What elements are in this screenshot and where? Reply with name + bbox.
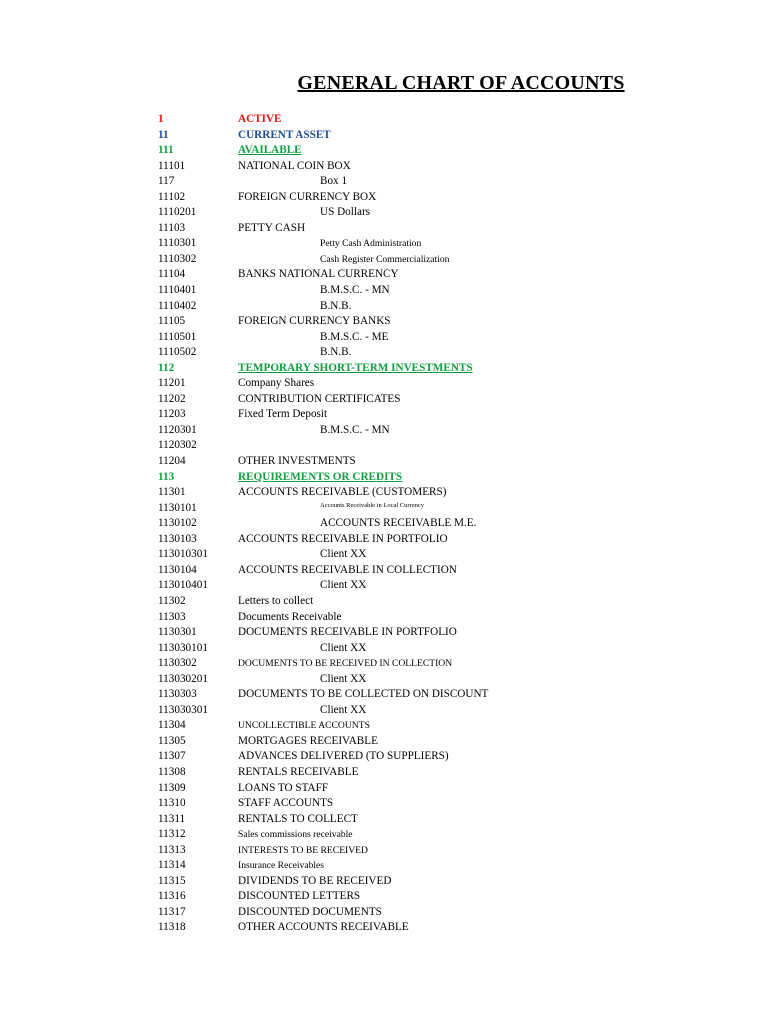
account-code: 11316 bbox=[158, 890, 186, 903]
account-row bbox=[158, 718, 718, 734]
account-name: ACCOUNTS RECEIVABLE IN PORTFOLIO bbox=[238, 532, 448, 545]
account-row bbox=[158, 594, 718, 610]
account-code: 113010401 bbox=[158, 579, 208, 592]
account-code: 113030301 bbox=[158, 703, 208, 716]
account-code: 1110302 bbox=[158, 252, 197, 265]
account-code: 11304 bbox=[158, 719, 186, 732]
account-code: 1130104 bbox=[158, 563, 197, 576]
account-code: 11315 bbox=[158, 874, 186, 887]
account-row bbox=[158, 299, 718, 315]
account-row bbox=[158, 190, 718, 206]
account-row bbox=[158, 423, 718, 439]
account-code: 11301 bbox=[158, 486, 186, 499]
account-name: B.N.B. bbox=[320, 299, 352, 312]
account-code: 1110501 bbox=[158, 330, 197, 343]
account-row bbox=[158, 314, 718, 330]
account-row bbox=[158, 205, 718, 221]
account-row bbox=[158, 345, 718, 361]
account-row bbox=[158, 889, 718, 905]
account-code: 11305 bbox=[158, 734, 186, 747]
account-code: 11308 bbox=[158, 765, 186, 778]
account-code: 1130302 bbox=[158, 657, 197, 670]
account-row bbox=[158, 283, 718, 299]
account-code: 117 bbox=[158, 175, 175, 188]
account-code: 113010301 bbox=[158, 548, 208, 561]
account-name: B.M.S.C. - ME bbox=[320, 330, 389, 343]
account-name: US Dollars bbox=[320, 206, 371, 219]
account-name: UNCOLLECTIBLE ACCOUNTS bbox=[238, 720, 370, 732]
account-code: 11204 bbox=[158, 455, 186, 468]
account-row bbox=[158, 376, 718, 392]
account-code: 11 bbox=[158, 128, 169, 141]
account-code: 11103 bbox=[158, 221, 186, 234]
account-code: 11307 bbox=[158, 750, 186, 763]
account-code: 11312 bbox=[158, 828, 186, 841]
account-code: 11311 bbox=[158, 812, 186, 825]
account-code: 1130303 bbox=[158, 688, 197, 701]
account-code: 1110502 bbox=[158, 346, 197, 359]
account-code: 11101 bbox=[158, 159, 186, 172]
account-name: MORTGAGES RECEIVABLE bbox=[238, 734, 378, 747]
account-row bbox=[158, 485, 718, 501]
account-row bbox=[158, 578, 718, 594]
account-row bbox=[158, 516, 718, 532]
account-code: 11318 bbox=[158, 921, 186, 934]
account-name: Sales commissions receivable bbox=[238, 829, 353, 841]
account-code: 1110301 bbox=[158, 237, 197, 250]
account-row bbox=[158, 143, 718, 159]
account-name: NATIONAL COIN BOX bbox=[238, 159, 351, 172]
account-code: 1130101 bbox=[158, 501, 197, 514]
account-code: 1110401 bbox=[158, 284, 197, 297]
account-code: 11102 bbox=[158, 190, 186, 203]
account-name: ACCOUNTS RECEIVABLE (CUSTOMERS) bbox=[238, 486, 447, 499]
account-row bbox=[158, 236, 718, 252]
account-name: DOCUMENTS TO BE RECEIVED IN COLLECTION bbox=[238, 658, 453, 670]
account-name: REQUIREMENTS OR CREDITS bbox=[238, 470, 403, 483]
account-code: 111 bbox=[158, 144, 174, 157]
account-name: Letters to collect bbox=[238, 594, 314, 607]
account-code: 1130103 bbox=[158, 532, 197, 545]
account-row bbox=[158, 361, 718, 377]
account-name: Fixed Term Deposit bbox=[238, 408, 328, 421]
account-row bbox=[158, 656, 718, 672]
account-row bbox=[158, 112, 718, 128]
account-row bbox=[158, 610, 718, 626]
account-row bbox=[158, 407, 718, 423]
account-code: 113 bbox=[158, 470, 175, 483]
account-code: 112 bbox=[158, 361, 175, 374]
account-name: ACTIVE bbox=[238, 113, 282, 125]
account-name: RENTALS TO COLLECT bbox=[238, 812, 358, 825]
account-row bbox=[158, 221, 718, 237]
account-row bbox=[158, 501, 718, 517]
account-code: 11303 bbox=[158, 610, 186, 623]
account-name: Documents Receivable bbox=[238, 610, 342, 623]
account-row bbox=[158, 905, 718, 921]
account-name: LOANS TO STAFF bbox=[238, 781, 329, 794]
account-code: 11309 bbox=[158, 781, 186, 794]
account-name: Client XX bbox=[320, 548, 367, 561]
account-row bbox=[158, 159, 718, 175]
account-name: Client XX bbox=[320, 579, 367, 592]
account-name: Company Shares bbox=[238, 377, 315, 390]
account-name: Client XX bbox=[320, 703, 367, 716]
account-row bbox=[158, 438, 718, 454]
account-code: 11313 bbox=[158, 843, 186, 856]
account-row bbox=[158, 330, 718, 346]
account-name: FOREIGN CURRENCY BANKS bbox=[238, 315, 391, 328]
account-name: Box 1 bbox=[320, 175, 348, 188]
account-code: 11310 bbox=[158, 797, 186, 810]
account-name: OTHER ACCOUNTS RECEIVABLE bbox=[238, 921, 409, 934]
account-row bbox=[158, 267, 718, 283]
account-row bbox=[158, 827, 718, 843]
account-name: BANKS NATIONAL CURRENCY bbox=[238, 268, 399, 281]
account-row bbox=[158, 703, 718, 719]
account-code: 1 bbox=[158, 113, 164, 125]
account-code: 113030101 bbox=[158, 641, 208, 654]
account-row bbox=[158, 625, 718, 641]
account-row bbox=[158, 858, 718, 874]
account-row bbox=[158, 765, 718, 781]
account-name: AVAILABLE bbox=[238, 144, 302, 157]
account-row bbox=[158, 874, 718, 890]
account-name: Accounts Receivable in Local Currency bbox=[320, 501, 424, 509]
account-row bbox=[158, 843, 718, 859]
account-name: ACCOUNTS RECEIVABLE IN COLLECTION bbox=[238, 563, 457, 576]
accounts-list bbox=[158, 112, 718, 936]
account-code: 1110201 bbox=[158, 206, 197, 219]
account-name: B.M.S.C. - MN bbox=[320, 423, 390, 436]
account-name: CURRENT ASSET bbox=[238, 128, 331, 141]
account-row bbox=[158, 672, 718, 688]
account-row bbox=[158, 749, 718, 765]
account-code: 11302 bbox=[158, 594, 186, 607]
account-code: 113030201 bbox=[158, 672, 208, 685]
account-code: 1110402 bbox=[158, 299, 197, 312]
account-code: 11203 bbox=[158, 408, 186, 421]
account-name: Cash Register Commercialization bbox=[320, 253, 450, 265]
account-code: 1120302 bbox=[158, 439, 197, 452]
account-name: B.M.S.C. - MN bbox=[320, 284, 390, 297]
account-name: STAFF ACCOUNTS bbox=[238, 797, 334, 810]
account-name: DOCUMENTS RECEIVABLE IN PORTFOLIO bbox=[238, 626, 457, 639]
account-code: 11202 bbox=[158, 392, 186, 405]
account-name: INTERESTS TO BE RECEIVED bbox=[238, 844, 368, 856]
account-code: 1120301 bbox=[158, 423, 197, 436]
account-name: Client XX bbox=[320, 672, 367, 685]
page-title: GENERAL CHART OF ACCOUNTS bbox=[297, 72, 625, 94]
account-name: DIVIDENDS TO BE RECEIVED bbox=[238, 874, 392, 887]
account-name: DISCOUNTED DOCUMENTS bbox=[238, 905, 382, 918]
account-code: 1130301 bbox=[158, 626, 197, 639]
account-name: DOCUMENTS TO BE COLLECTED ON DISCOUNT bbox=[238, 688, 489, 701]
account-name: B.N.B. bbox=[320, 346, 352, 359]
account-row bbox=[158, 470, 718, 486]
account-row bbox=[158, 454, 718, 470]
account-name: Petty Cash Administration bbox=[320, 238, 422, 250]
account-row bbox=[158, 174, 718, 190]
account-name: Insurance Receivables bbox=[238, 860, 325, 872]
account-row bbox=[158, 687, 718, 703]
account-name: ACCOUNTS RECEIVABLE M.E. bbox=[320, 517, 477, 530]
account-row bbox=[158, 920, 718, 936]
account-name: OTHER INVESTMENTS bbox=[238, 455, 356, 468]
account-row bbox=[158, 128, 718, 144]
account-code: 11317 bbox=[158, 905, 186, 918]
account-code: 11105 bbox=[158, 315, 186, 328]
account-row bbox=[158, 532, 718, 548]
account-name: FOREIGN CURRENCY BOX bbox=[238, 190, 377, 203]
account-name: TEMPORARY SHORT-TERM INVESTMENTS bbox=[238, 361, 473, 374]
account-row bbox=[158, 796, 718, 812]
account-row bbox=[158, 563, 718, 579]
account-name: RENTALS RECEIVABLE bbox=[238, 765, 359, 778]
account-row bbox=[158, 641, 718, 657]
account-row bbox=[158, 547, 718, 563]
account-name: PETTY CASH bbox=[238, 221, 306, 234]
account-row bbox=[158, 812, 718, 828]
account-name: DISCOUNTED LETTERS bbox=[238, 890, 361, 903]
account-row bbox=[158, 781, 718, 797]
account-row bbox=[158, 252, 718, 268]
account-code: 1130102 bbox=[158, 517, 197, 530]
account-code: 11201 bbox=[158, 377, 186, 390]
account-row bbox=[158, 734, 718, 750]
account-name: CONTRIBUTION CERTIFICATES bbox=[238, 392, 401, 405]
account-code: 11104 bbox=[158, 268, 186, 281]
account-name: ADVANCES DELIVERED (TO SUPPLIERS) bbox=[238, 750, 449, 763]
account-name: Client XX bbox=[320, 641, 367, 654]
account-code: 11314 bbox=[158, 859, 186, 872]
account-row bbox=[158, 392, 718, 408]
